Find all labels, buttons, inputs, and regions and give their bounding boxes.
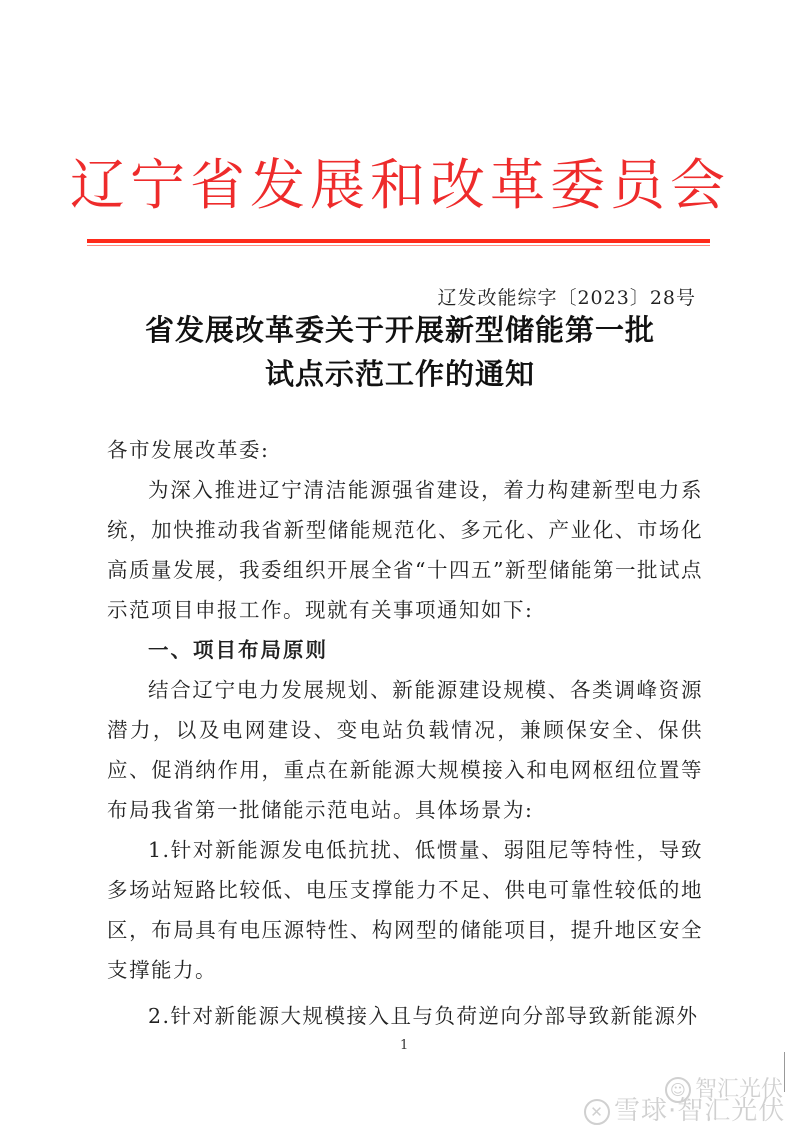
notice-title	[0, 308, 800, 396]
section-heading-1: 一、项目布局原则	[148, 638, 328, 662]
watermark	[584, 1090, 785, 1127]
xueqiu-logo-icon: ✕	[584, 1099, 610, 1125]
organization-header: 辽宁省发展和改革委员会	[69, 153, 730, 217]
section-1-item-1: 1.针对新能源发电低抗扰、低惯量、弱阻尼等特性，导致多场站短路比较低、电压支撑能力不足、供电可靠性较低的地区，布局具有电压源特性、构网型的储能项目，提升地区安全支撑能力。	[107, 838, 703, 982]
intro-paragraph: 为深入推进辽宁清洁能源强省建设，着力构建新型电力系统，加快推动我省新型储能规范化、多元化、产业化、市场化高质量发展，我委组织开展全省“十四五”新型储能第一批试点示范项目申报工作。现就有关事项通知如下:	[107, 478, 703, 622]
notice-title-line-1: 省发展改革委关于开展新型储能第一批	[144, 313, 655, 347]
document-body	[107, 430, 703, 1036]
salutation: 各市发展改革委:	[107, 438, 270, 462]
section-1-item-2: 2.针对新能源大规模接入且与负荷逆向分部导致新能源外	[148, 1004, 699, 1028]
watermark-source-label: 智汇光伏	[695, 1077, 784, 1102]
watermark-right-label: 智汇光伏	[677, 1096, 786, 1126]
wechat-icon: ☺	[665, 1077, 691, 1103]
red-divider-line	[87, 239, 710, 243]
watermark-separator: ·	[668, 1096, 678, 1126]
watermark-left-label: 雪球	[614, 1096, 669, 1126]
document-number: 辽发改能综字〔2023〕28号	[437, 287, 696, 309]
red-divider-line-thin	[87, 245, 710, 246]
section-1-intro: 结合辽宁电力发展规划、新能源建设规模、各类调峰资源潜力，以及电网建设、变电站负载情况，兼顾保安全、保供应、促消纳作用，重点在新能源大规模接入和电网枢纽位置等布局我省第一批储能示范电站。具体场景为:	[107, 678, 703, 822]
notice-title-line-2: 试点示范工作的通知	[264, 357, 535, 391]
page-number: 1	[400, 1038, 409, 1053]
page-edge-line	[784, 1052, 785, 1092]
